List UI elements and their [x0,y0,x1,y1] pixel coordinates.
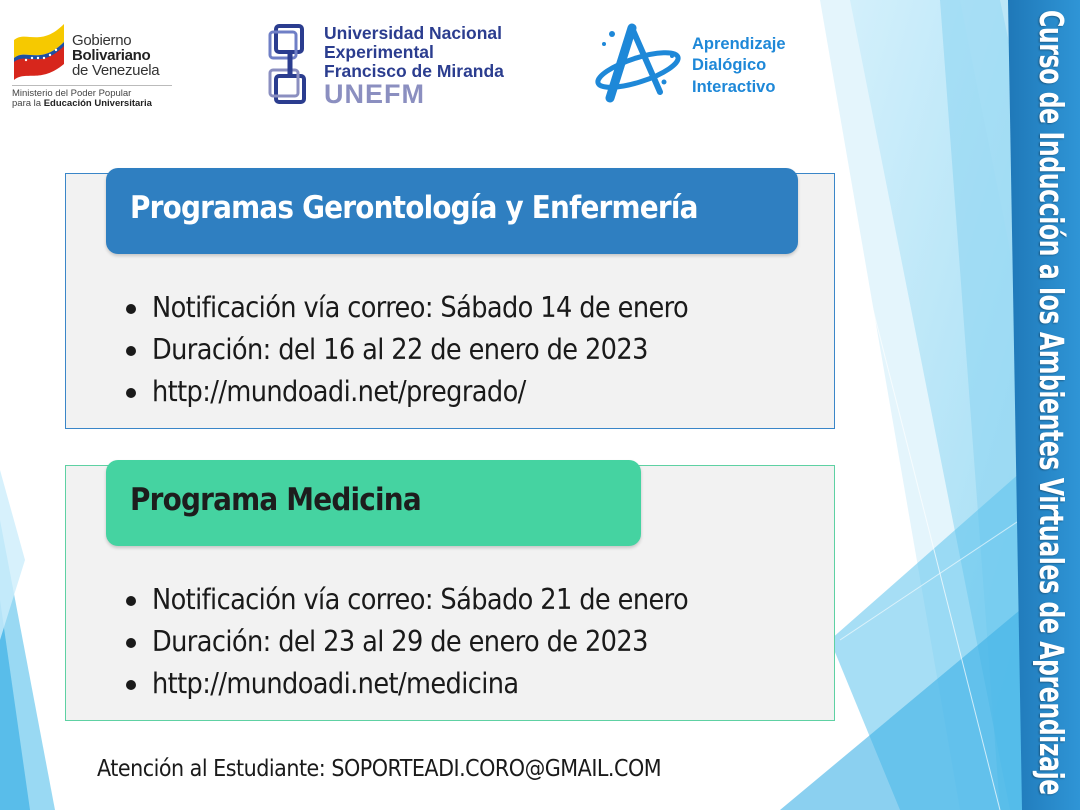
bullet-icon [126,596,136,606]
list-item [126,329,688,371]
duration-text: Duración: del 16 al 22 de enero de 2023 [152,333,648,366]
program-title-medicina: Programa Medicina [106,460,641,546]
notification-text: Notificación vía correo: Sábado 21 de enero [152,583,689,616]
list-item[interactable] [126,663,688,705]
ministry-line2 [12,99,152,109]
program-details-list [126,287,688,413]
student-support-contact[interactable]: Atención al Estudiante: SOPORTEADI.CORO@GMAIL.COM [97,756,662,782]
gov-logo-divider [12,85,172,86]
gov-logo-line3: de Venezuela [72,62,160,79]
medicina-link[interactable]: http://mundoadi.net/medicina [152,667,519,700]
pregrado-link[interactable]: http://mundoadi.net/pregrado/ [152,375,526,408]
adi-name-line2: Dialógico [692,56,767,74]
program-details-list [126,579,688,705]
program-panel-gerontologia [65,173,835,429]
adi-name-line1: Aprendizaje [692,35,786,53]
bullet-icon [126,304,136,314]
bullet-icon [126,346,136,356]
ministry-line2-prefix: para la [12,98,44,109]
venezuela-flag-icon [12,18,68,80]
list-item [126,621,688,663]
university-name-line1: Universidad Nacional [324,23,502,43]
adi-emblem-icon [592,22,684,108]
unefm-emblem-icon [266,24,314,106]
university-name-line3: Francisco de Miranda [324,61,504,81]
gov-logo-line2: Bolivariano [72,47,151,64]
bullet-icon [126,388,136,398]
bullet-icon [126,638,136,648]
program-panel-medicina [65,465,835,721]
list-item [126,579,688,621]
ministry-line2-bold: Educación Universitaria [43,98,152,109]
list-item[interactable] [126,371,688,413]
university-acronym: UNEFM [324,79,425,109]
university-name-line2: Experimental [324,42,434,62]
adi-name-line3: Interactivo [692,78,776,96]
gov-logo-line1: Gobierno [72,32,132,49]
program-title-gerontologia: Programas Gerontología y Enfermería [106,168,798,254]
duration-text: Duración: del 23 al 29 de enero de 2023 [152,625,648,658]
government-logo [12,14,187,109]
course-title: Curso de Inducción a los Ambientes Virtuales de Aprendizaje [1032,10,1071,795]
adi-logo [592,22,807,110]
bullet-icon [126,680,136,690]
side-banner [1032,10,1072,800]
notification-text: Notificación vía correo: Sábado 14 de enero [152,291,689,324]
unefm-logo [262,22,532,110]
list-item [126,287,688,329]
ministry-line1: Ministerio del Poder Popular [12,88,132,99]
